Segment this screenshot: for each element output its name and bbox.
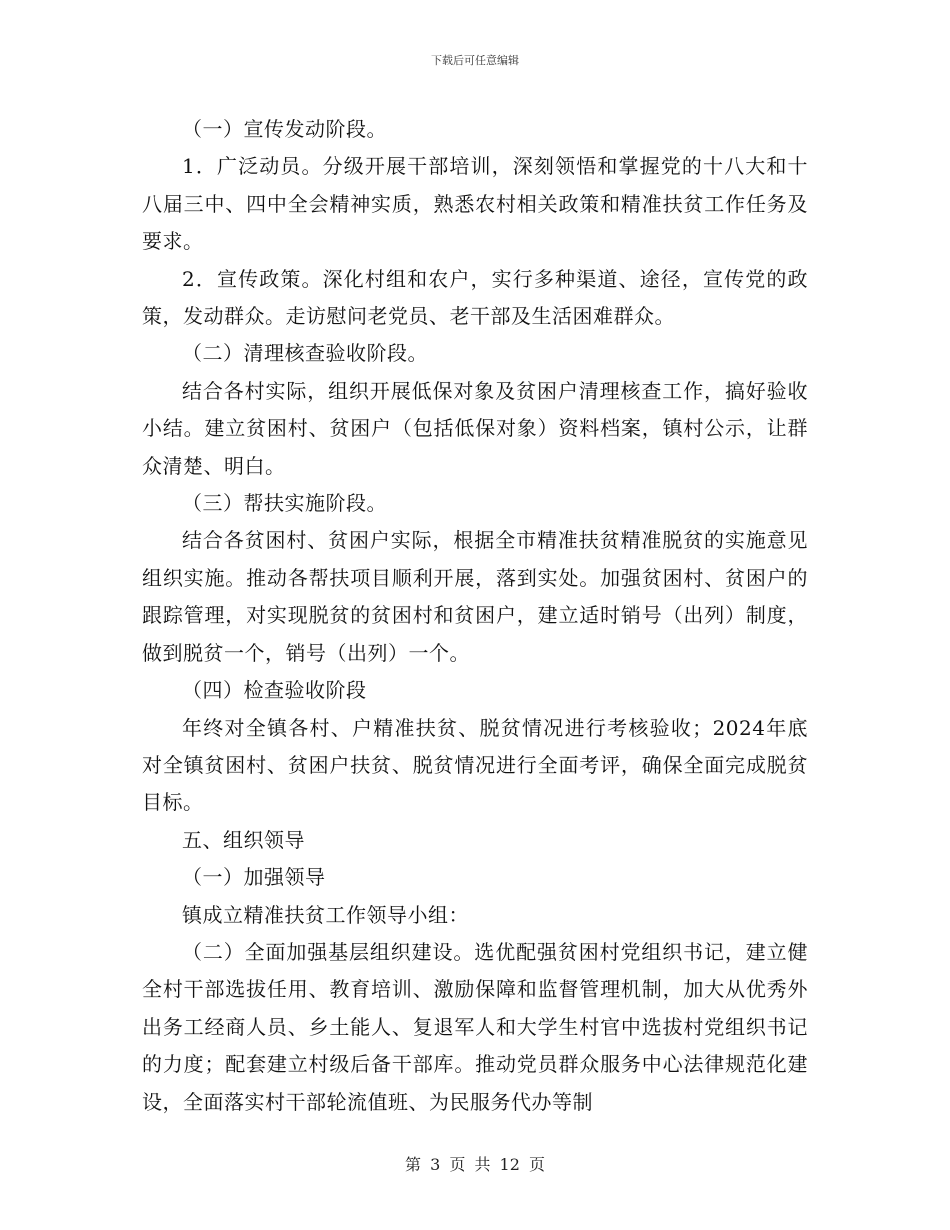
page-number: 第 3 页 共 12 页	[405, 1155, 545, 1174]
paragraph-policy-publicity: 2．宣传政策。深化村组和农户，实行多种渠道、途径，宣传党的政策，发动群众。走访慰问老党员、老干部及生活困难群众。	[142, 266, 808, 329]
paragraph-mobilization: 1．广泛动员。分级开展干部培训，深刻领悟和掌握党的十八大和十八届三中、四中全会精神实质，熟悉农村相关政策和精准扶贫工作任务及要求。	[142, 154, 808, 254]
paragraph-leading-group: 镇成立精准扶贫工作领导小组：	[182, 902, 469, 927]
section-heading-inspection: （四）检查验收阶段	[182, 678, 367, 703]
section-heading-organization: 五、组织领导	[182, 827, 305, 852]
paragraph-inspection: 年终对全镇各村、户精准扶贫、脱贫情况进行考核验收；2024年底对全镇贫困村、贫困户扶贫、脱贫情况进行全面考评，确保全面完成脱贫目标。	[142, 715, 808, 815]
document-body	[142, 111, 808, 1121]
section-heading-publicity: （一）宣传发动阶段。	[182, 117, 387, 141]
page-header: 下载后可任意编辑	[431, 54, 519, 67]
paragraph-grassroots-building: （二）全面加强基层组织建设。选优配强贫困村党组织书记，建立健全村干部选拔任用、教育培训、激励保障和监督管理机制，加大从优秀外出务工经商人员、乡土能人、复退军人和大学生村官中选拔村党组织书记的力度；配套建立村级后备干部库。推动党员群众服务中心法律规范化建设，全面落实村干部轮流值班、为民服务代办等制	[142, 939, 808, 1114]
section-heading-leadership: （一）加强领导	[182, 865, 326, 890]
paragraph-verification: 结合各村实际，组织开展低保对象及贫困户清理核查工作，搞好验收小结。建立贫困村、贫困户（包括低保对象）资料档案，镇村公示，让群众清楚、明白。	[142, 378, 808, 478]
section-heading-verification: （二）清理核查验收阶段。	[182, 341, 428, 366]
paragraph-implementation: 结合各贫困村、贫困户实际，根据全市精准扶贫精准脱贫的实施意见组织实施。推动各帮扶项目顺利开展，落到实处。加强贫困村、贫困户的跟踪管理，对实现脱贫的贫困村和贫困户，建立适时销号（出列）制度，做到脱贫一个，销号（出列）一个。	[142, 528, 808, 665]
section-heading-implementation: （三）帮扶实施阶段。	[182, 491, 387, 516]
